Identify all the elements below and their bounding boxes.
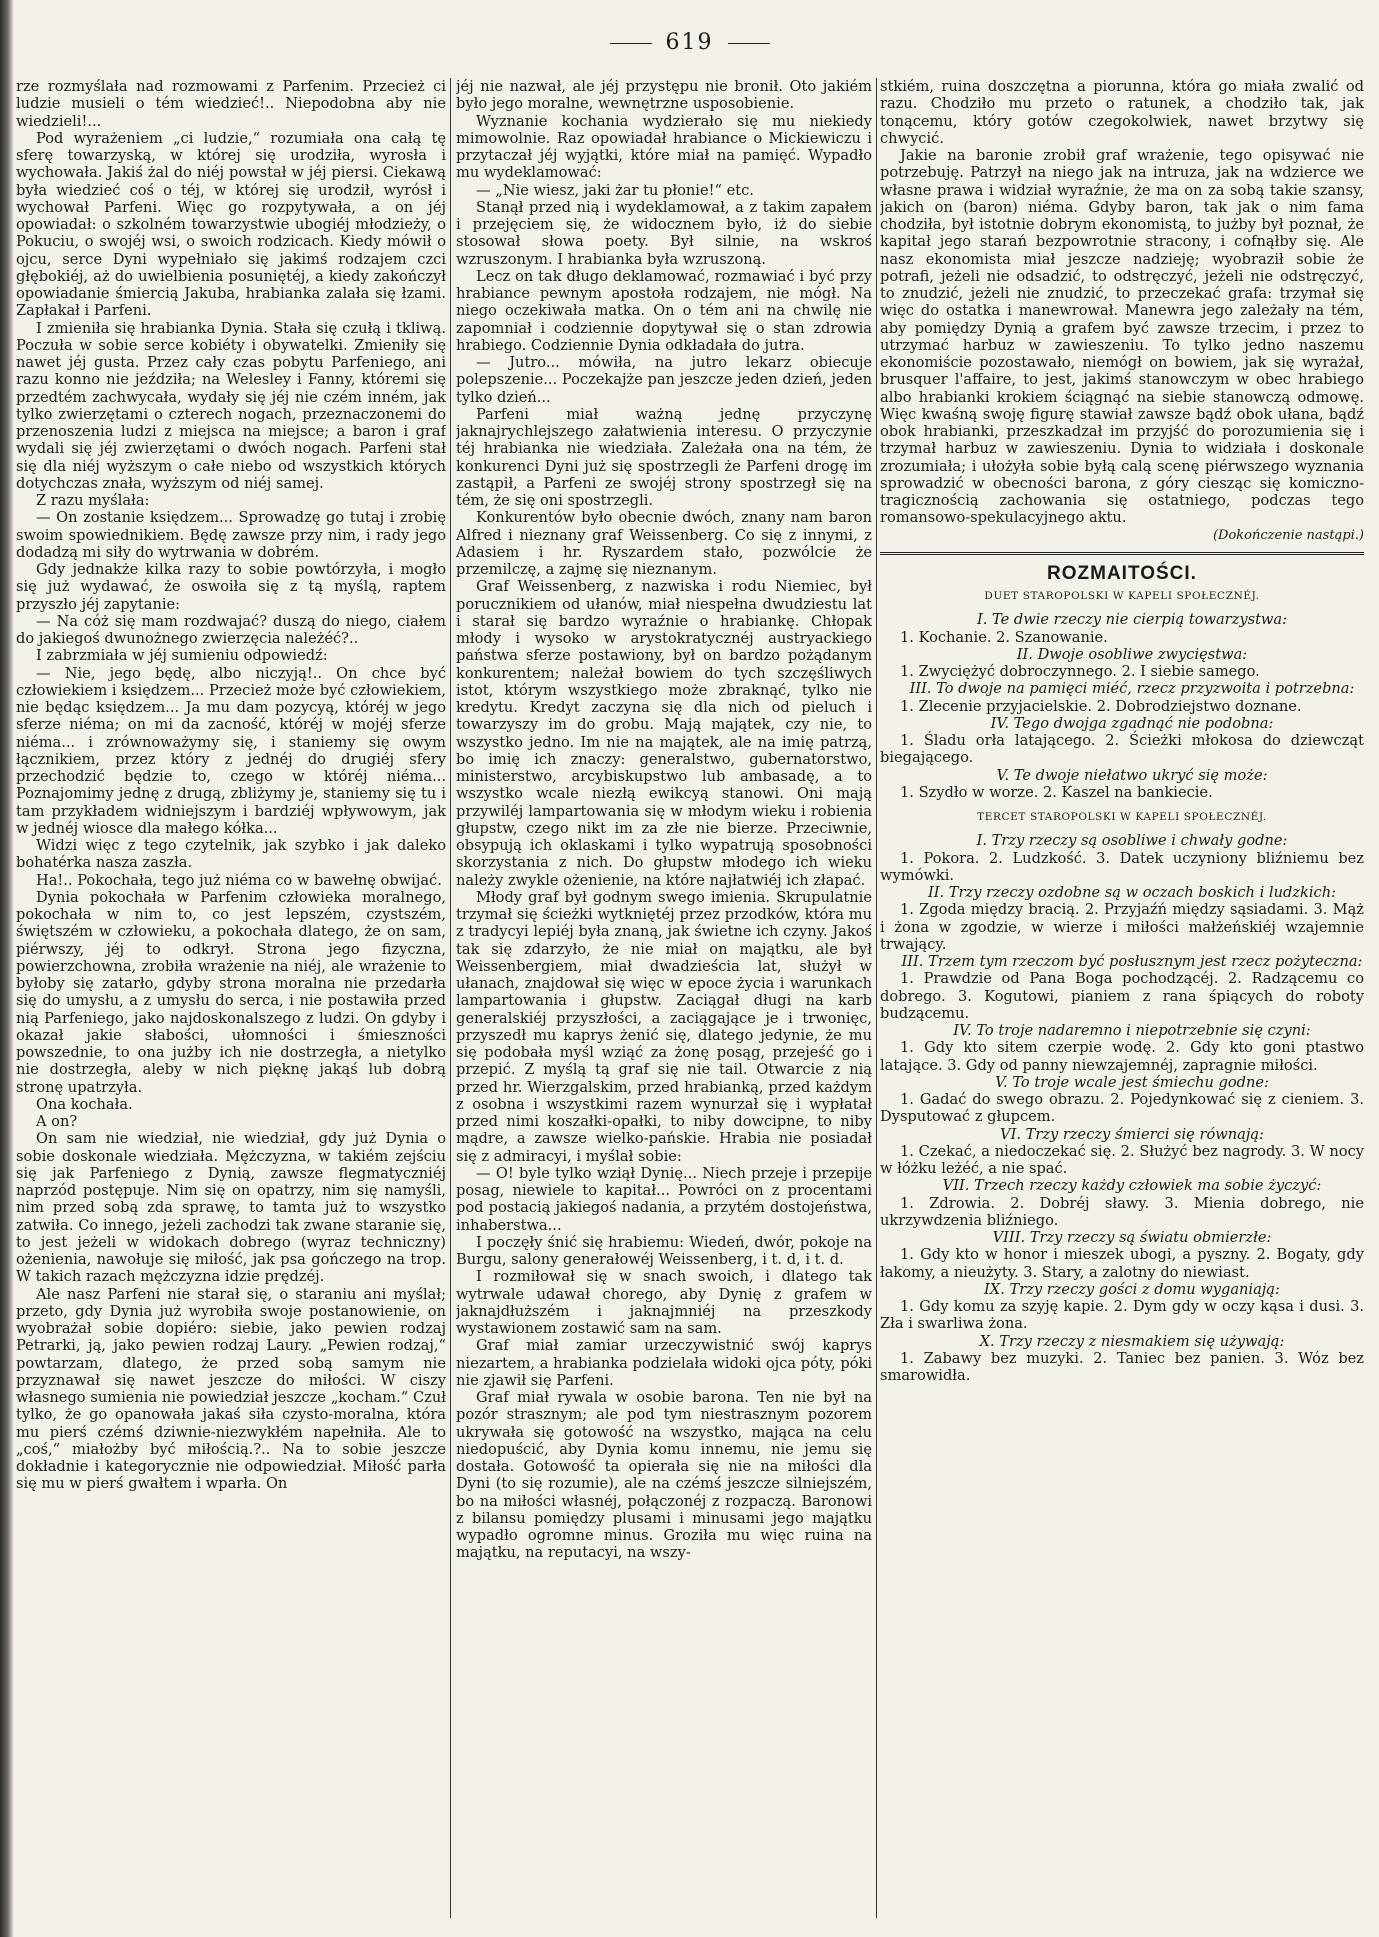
saying-items: 1. Kochanie. 2. Szanowanie. — [900, 628, 1108, 646]
page-number-header — [0, 30, 1379, 55]
saying-heading: IV. Tego dwojga zgadnąć nie podobna: — [990, 714, 1274, 732]
header-rule-left — [610, 43, 652, 44]
paragraph: Z razu myślała: — [36, 492, 150, 509]
paragraph: Ale nasz Parfeni nie starał się, o staraniu ani myślał; przeto, gdy Dynia już wyrobiła swoje postanowienie, on wyobrażał sobie dopiéro: siebie, jako pewien rodzaj Petrarki, ją, jako pewien rodzaj Laury. „Pewien rodzaj,“ powtarzam, dlatego, że przed sobą samym nie przyznawał się nawet jeszcze do miłości. W ciszy własnego sumienia nie powiedział jeszcze „kocham.“ Czuł tylko, że go opanowała jakaś siła czysto-moralna, która mu pierś czémś dziwnie-niezwykłém napełniła. Ale to „coś,“ miałożby być miłością.?.. Na to sobie jeszcze dokładnie i kategorycznie nie odpowiedział. Miłość parła się mu w pierś gwałtem i wparła. On — [16, 1285, 446, 1493]
paragraph: — On zostanie księdzem... Sprowadzę go tutaj i zrobię swoim spowiednikiem. Będę zawsze przy nim, i rady jego dodadzą mi siły do wytrwania w dobrém. — [16, 509, 446, 561]
section-title: ROZMAITOŚCI. — [1047, 562, 1197, 584]
paragraph: — Nie, jego będę, albo niczyją!.. On chce być człowiekiem i księdzem... Przecież może być człowiekiem, nie będąc księdzem... Ja mu dam pozycyą, któréj w jego sferze niéma; on mi da zacność, któréj w mojéj sferze niéma... i zrównoważymy się, i staniemy się owym łącznikiem, przez który z jednéj do drugiéj sfery przechodzić będzie to, czego w któréj niéma... Poznajomimy jednę z drugą, zbliżymy je, staniemy się tu i tam przykładem widniejszym i bardziéj wpływowym, jak w jednéj wiosce dla małego kółka... — [16, 664, 446, 837]
saying-heading: IX. Trzy rzeczy gości z domu wyganiają: — [984, 1280, 1280, 1298]
saying-heading: X. Trzy rzeczy z niesmakiem się używają: — [979, 1332, 1285, 1350]
paragraph: Jakie na baronie zrobił graf wrażenie, tego opisywać nie potrzebuję. Patrzył na niego jak na intruza, jak na wdzierce we własne prawa i widział wyraźnie, że ma on za sobą takie szansy, jakich on (baron) niéma. Gdyby baron, tak jak o nim fama chodziła, był istotnie dobrym ekonomistą, to jużby był poznał, że kapitał jego starań bezpowrotnie stracony, i cofnąłby się. Ale nasz ekonomista miał jeszcze nadzieję; wyobraził sobie że potrafi, jeżeli nie odsadzić, to odstręczyć, jeżeli nie odstręczyć, to znudzić, jeżeli nie znudzić, to przeczekać grafa: trzymał się więc do ostatka i manewrował. Manewra jego zależały na tém, aby pomiędzy Dynią a grafem być zawsze trzecim, i przez to utrzymać harbuz w zawieszeniu. To tylko jedno naszemu ekonomiście pozostawało, niemógł on bowiem, jak się wyrażał, brusquer l'affaire, to jest, jakimś stanowczym w obec hrabiego albo hrabianki krokiem ściągnąć na siebie stanowczą odmowę. Więc kwaśną swoję figurę stawiał zawsze bądź obok ułana, bądź obok hrabianki, przeszkadzał im przyjść do porozumienia się i trzymał harbuz w zawieszeniu. Dynia to widziała i doskonale zrozumiała; i ułożyła sobie byłą calą scenę piérwszego wyznania sprowadzić w obecności barona, z góry ciesząc się komiczno-tragicznością zachowania się ostatniego, podczas tego romansowo-spekulacyjnego aktu. — [880, 147, 1364, 527]
paragraph: stkiém, ruina doszczętna a piorunna, która go miała zwalić od razu. Chodziło mu przeto o ratunek, a chodziło tak, jak tonącemu, który gotów czegokolwiek, nawet brzytwy się chwycić. — [880, 78, 1364, 147]
paragraph: — O! byle tylko wziął Dynię... Niech przeje i przepije posag, niewiele to kapitał... Powróci on z procentami pod postacią jakiegoś nadania, a przytém dostojeństwa, inhaberstwa... — [456, 1164, 872, 1234]
saying-heading: I. Te dwie rzeczy nie cierpią towarzystwa: — [976, 611, 1288, 629]
saying-heading: I. Trzy rzeczy są osobliwe i chwały godne: — [976, 832, 1288, 850]
page-number: 619 — [665, 30, 714, 55]
column-3 — [880, 78, 1364, 1918]
paragraph: Parfeni miał ważną jednę przyczynę jaknajrychlejszego załatwienia interesu. O przyczynie téj hrabianka nie wiedziała. Zależała ona na tém, że konkurenci Dyni już się spostrzegli że Parfeni drogę im zastąpił, a Parfeni ze swojéj strony spostrzegł się na tém, że się oni spostrzegli. — [456, 405, 872, 509]
spacer — [880, 801, 1364, 809]
paragraph: Gdy jednakże kilka razy to sobie powtórzyła, i mogło się już wydawać, że oswoiła się z tą myślą, raptem przyszło jéj zapytanie: — [16, 561, 446, 613]
column-rule-2 — [876, 78, 877, 1918]
paragraph: Młody graf był godnym swego imienia. Skrupulatnie trzymał się ścieżki wytkniętéj przez przodków, która mu z tradycyi lepiéj była znaną, jak świetne ich czyny. Jakoś tak się zdarzyło, że nie miał on majątku, ale był Weissenbergiem, miał dwadzieścia lat, służył w ułanach, znajdował się więc w epoce życia i warunkach lampartowania i głupstw. Zaciągał długi na karb generalskiéj przyszłości, a zaciągające je i trwonięc, przyszedł mu kaprys żenić się, dlatego jedynie, że mu się podobała myśl wziąć za żonę posąg, przejeść go i przepić. Z myślą tą graf się nie tail. Otwarcie z nią przed hr. Wierzgalskim, przed hrabianką, przed każdym z osobna i wszystkimi razem wynurzał się i wypłatał przed nimi koszałki-opałki, to niby dowcipne, to niby mądre, a zawsze wielko-pańskie. Hrabia nie posiadał się z admiracyi, i myślał sobie: — [456, 888, 872, 1165]
saying-heading: VII. Trzech rzeczy każdy człowiek ma sobie życzyć: — [942, 1177, 1322, 1195]
paragraph: A on? — [36, 1113, 78, 1130]
tercet-title: TERCET STAROPOLSKI W KAPELI SPOŁECZNÉJ. — [977, 811, 1267, 823]
saying-heading: VI. Trzy rzeczy śmierci się równają: — [1000, 1125, 1264, 1143]
paragraph: — Jutro... mówiła, na jutro lekarz obiecuje polepszenie... Poczekajże pan jeszcze jeden dzień, jeden tylko dzień... — [456, 354, 872, 406]
saying-items: 1. Zlecenie przyjacielskie. 2. Dobrodziejstwo doznane. — [900, 697, 1302, 715]
paragraph: On sam nie wiedział, nie wiedział, gdy już Dynia o sobie doskonale wiedziała. Mężczyzna, w takiém zejściu się jak Parfeniego z Dynią, zawsze flegmatyczniéj naprzód postępuje. Nim się on opatrzy, nim się namyśli, nim przed sobą zda sprawę, to tamta już to wszystko zatwiła. Co innego, jeżeli zachodzi tak zwane staranie się, to jest jeżeli w widokach dobrego (wyraz techniczny) ożenienia, nawołuje się miłość, jak psa gończego na trop. W takich razach mężczyzna idzie prędzéj. — [16, 1130, 446, 1286]
paragraph: Graf miał rywala w osobie barona. Ten nie był na pozór strasznym; ale pod tym niestrasznym pozorem ukrywała się gotowość na wszystko, mająca na celu niedopuścić, aby Dynia komu innemu, nie jemu się dostała. Gotowość ta opierała się nie na miłości dla Dyni (to się rozumie), ale na czémś jeszcze silniejszém, bo na miłości własnéj, połączonéj z rozpaczą. Baronowi z bilansu pomiędzy plusami i minusami jego majątku wypadło ogromne minus. Groziła mu więc ruina na majątku, na reputacyi, na wszy- — [456, 1389, 872, 1562]
saying-heading: II. Dwoje osobliwe zwycięstwa: — [1016, 645, 1248, 663]
saying-heading: IV. To troje nadaremno i niepotrzebnie się czyni: — [953, 1022, 1311, 1039]
continuation-note: (Dokończenie nastąpi.) — [1212, 527, 1364, 543]
saying-items: 1. Zgoda między bracią. 2. Przyjaźń między sąsiadami. 3. Mąż i żona w zgodzie, w wierze i miłości małżeńskiéj wzajemnie trwający. — [880, 901, 1364, 953]
saying-items: 1. Pokora. 2. Ludzkość. 3. Datek uczyniony bliźniemu bez wymówki. — [880, 849, 1364, 884]
saying-items: 1. Prawdzie od Pana Boga pochodzącéj. 2. Radzącemu co dobrego. 3. Kogutowi, pianiem z rana śpiących do roboty budzącemu. — [880, 970, 1364, 1022]
saying-heading: V. Te dwoje niełatwo ukryć się może: — [996, 766, 1268, 784]
duet-list — [880, 611, 1364, 801]
saying-heading: VIII. Trzy rzeczy są światu obmierzłe: — [992, 1229, 1272, 1246]
paragraph: Konkurentów było obecnie dwóch, znany nam baron Alfred i nieznany graf Weissenberg. Co się z innymi, z Adasiem i hr. Ryszardem stało, pozwólcie że przemilczę, a zajmę się nieznanym. — [456, 509, 872, 578]
saying-items: 1. Szydło w worze. 2. Kaszel na bankiecie. — [900, 783, 1213, 801]
saying-items: 1. Czekać, a niedoczekać się. 2. Służyć bez nagrody. 3. W nocy w łóżku leżéć, a nie spać. — [880, 1142, 1364, 1177]
saying-heading: II. Trzy rzeczy ozdobne są w oczach boskich i ludzkich: — [927, 884, 1337, 901]
paragraph: Ha!.. Pokochała, tego już niéma co w bawełnę obwijać. — [36, 871, 442, 889]
saying-items: 1. Gadać do swego obrazu. 2. Pojedynkować się z cieniem. 3. Dysputować z głupcem. — [880, 1091, 1364, 1126]
saying-items: 1. Gdy kto w honor i mieszek ubogi, a pyszny. 2. Bogaty, gdy łakomy, a nieużyty. 3. Stary, a zalotny do niewiast. — [880, 1246, 1364, 1281]
saying-items: 1. Gdy kto sitem czerpie wodę. 2. Gdy kto goni ptastwo latające. 3. Gdy od panny niewzajemnéj, zapragnie miłości. — [880, 1039, 1364, 1074]
paragraph: jéj nie nazwał, ale jéj przystępu nie bronił. Oto jakiém było jego moralne, wewnętrzne usposobienie. — [456, 78, 872, 113]
paragraph: Graf miał zamiar urzeczywistnić swój kaprys niezartem, a hrabianka podzielała widoki ojca póty, póki nie zjawił się Parfeni. — [456, 1337, 872, 1389]
paragraph: Widzi więc z tego czytelnik, jak szybko i jak daleko bohatérka nasza zaszła. — [16, 837, 446, 872]
paragraph: Lecz on tak długo deklamować, rozmawiać i być przy hrabiance pewnym apostoła rodzajem, nie mógł. Na niego oczekiwała matka. On o tém ani na chwilę nie zapomniał i codziennie dopytywał się o stan zdrowia hrabiego. Codziennie Dynia odkładała do jutra. — [456, 267, 872, 354]
saying-items: 1. Gdy komu za szyję kapie. 2. Dym gdy w oczy kąsa i dusi. 3. Zła i swarliwa żona. — [880, 1298, 1364, 1333]
column-2 — [456, 78, 872, 1918]
paragraph: Graf Weissenberg, z nazwiska i rodu Niemiec, był porucznikiem od ułanów, miał niespełna dwudziestu lat i starał się bardzo wyraźnie o hrabiankę. Chłopak młody i wysoko w arystokratycznéj austryackiego państwa sferze postawiony, był on bardzo pożądanym konkurentem; należał bowiem do tych szczęśliwych istot, którym wszystkiego może zbraknąć, tylko nie kredytu. Kredyt zaczyna się dla nich od pieluch i towarzyszy im do grobu. Mają majątek, czy nie, to wszystko jedno. Im nie na majątek, ale na imię patrzą, bo imię ich znaczy: generalstwo, gubernatorstwo, ministerstwo, arcybiskupstwo lub ambasadę, a to wszystko wcale niezłą ewikcyą stanowi. Oni mają przywiléj lampartowania się w młodym wieku i robienia głupstw, czego nikt im za złe nie bierze. Przeciwnie, obsypują ich oklaskami i tylko wypatrują sposobności skorzystania z nich. Do głupstw młodego ich wieku należy zwykle ożenienie, na które najłatwiéj ich złapać. — [456, 578, 872, 889]
paragraph: Stanął przed nią i wydeklamował, a z takim zapałem i przejęciem się, że widocznem było, iż do siebie stosował słowa poety. Był silnie, na wskroś wzruszonym. I hrabianka była wzruszoną. — [456, 198, 872, 268]
saying-items: 1. Zdrowia. 2. Dobréj sławy. 3. Mienia dobrego, nie ukrzywdzenia bliźniego. — [880, 1194, 1364, 1229]
paragraph: I poczęły śnić się hrabiemu: Wiedeń, dwór, pokoje na Burgu, salony generałowéj Weissenberg, i t. d, i t. d. — [456, 1233, 872, 1268]
header-rule-right — [728, 43, 770, 44]
paragraph: Wyznanie kochania wydzierało się mu niekiedy mimowolnie. Raz opowiadał hrabiance o Mickiewiczu i przytaczał jéj wyjątki, które miał na pamięć. Wypadło mu wydeklamować: — [456, 112, 872, 182]
paragraph: — „Nie wiesz, jaki żar tu płonie!“ etc. — [476, 181, 754, 199]
saying-items: 1. Śladu orła latającego. 2. Ścieżki młokosa do dziewcząt biegającego. — [880, 732, 1364, 767]
saying-heading: V. To troje wcale jest śmiechu godne: — [995, 1073, 1269, 1091]
paragraph: — Na cóż się mam rozdwajać? duszą do niego, ciałem do jakiegoś dwunożnego zwierzęcia należéć?.. — [16, 612, 446, 647]
saying-heading: III. To dwoje na pamięci miéć, rzecz przyzwoita i potrzebna: — [909, 680, 1355, 698]
paragraph: Dynia pokochała w Parfenim człowieka moralnego, pokochała w nim to, co jest lepszém, czystszém, świętszém w człowieku, a pokochała dlatego, że on sam, piérwszy, jéj to odkrył. Strona jego fizyczna, powierzchowna, zrobiła wrażenie na niéj, ale wrażenie to byłoby się zatarło, gdyby strona moralna nie przedarła się do umysłu, a z umysłu do serca, i nie postawiła przed nią Parfeniego, jako najdoskonalszego z ludzi. On gdyby i okazał jakie słabości, ułomności i śmieszności powszednie, to ona jużby ich nie dostrzegła, a nietylko nie dostrzegła, aleby w nich pięknę jakąś lub dobrą stronę upatrzyła. — [16, 888, 446, 1096]
duet-title: DUET STAROPOLSKI W KAPELI SPOŁECZNÉJ. — [984, 590, 1260, 602]
scan-edge-shadow — [0, 0, 14, 1937]
paragraph: I zmieniła się hrabianka Dynia. Stała się czułą i tkliwą. Poczuła w sobie serce kobiéty i obywatelki. Zmieniły się nawet jéj gusta. Przez cały czas pobytu Parfeniego, ani razu konno nie jeździła; na Welesley i Fanny, któremi się przedtém zachwycała, wydały się jéj nie czém inném, jak tylko zwierzętami o czterech nogach, przeznaczonemi do przenoszenia ludzi z miejsca na miejsce; a baron i graf wydali się jéj zwierzętami o dwóch nogach. Parfeni stał się dla niéj wyższym o całe niebo od wszystkich których dotychczas znała, wyższym od niéj samej. — [16, 319, 446, 492]
saying-items: 1. Zabawy bez muzyki. 2. Taniec bez panien. 3. Wóz bez smarowidła. — [880, 1349, 1364, 1384]
saying-heading: III. Trzem tym rzeczom być posłusznym jest rzecz pożyteczna: — [901, 953, 1363, 970]
column-1 — [16, 78, 446, 1918]
paragraph: I zabrzmiała w jéj sumieniu odpowiedź: — [36, 647, 328, 665]
paragraph: I rozmiłował się w snach swoich, i dlatego tak wytrwale udawał chorego, aby Dynię z grafem w jaknajdłuższém i jaknajmniéj na przeszkody wystawionem zostawić sam na sam. — [456, 1268, 872, 1337]
column-rule-1 — [450, 78, 451, 1918]
section-divider — [880, 552, 1364, 555]
paragraph: Ona kochała. — [36, 1095, 133, 1113]
paragraph: Pod wyrażeniem „ci ludzie,“ rozumiała ona całą tę sferę towarzyską, w której się urodziła, wyrosła i wychowała. Jakiś żal do niéj powstał w jéj piersi. Ciekawą była wiedzieć coś o téj, w której się urodził, wyrósł i wychował Parfeni. Więc go rozpytywała, a on jéj opowiadał: o szkolném towarzystwie ubogiéj młodzieży, o Pokuciu, o swojéj wsi, o swoich rodzicach. Kiedy mówił o ojcu, serce Dyni wypełniało się jakimś rodzajem czci głębokiéj, aż do uwielbienia posuniętéj, a kiedy zakończył opowiadanie śmiercią Jakuba, hrabianka zalała się łzami. Zapłakał i Parfeni. — [16, 129, 446, 320]
saying-items: 1. Zwyciężyć dobroczynnego. 2. I siebie samego. — [900, 663, 1260, 680]
paragraph: rze rozmyślała nad rozmowami z Parfenim. Przecież ci ludzie musieli o tém wiedzieć!.. Niepodobna aby nie wiedzieli!... — [16, 78, 446, 130]
tercet-list — [880, 832, 1364, 1384]
